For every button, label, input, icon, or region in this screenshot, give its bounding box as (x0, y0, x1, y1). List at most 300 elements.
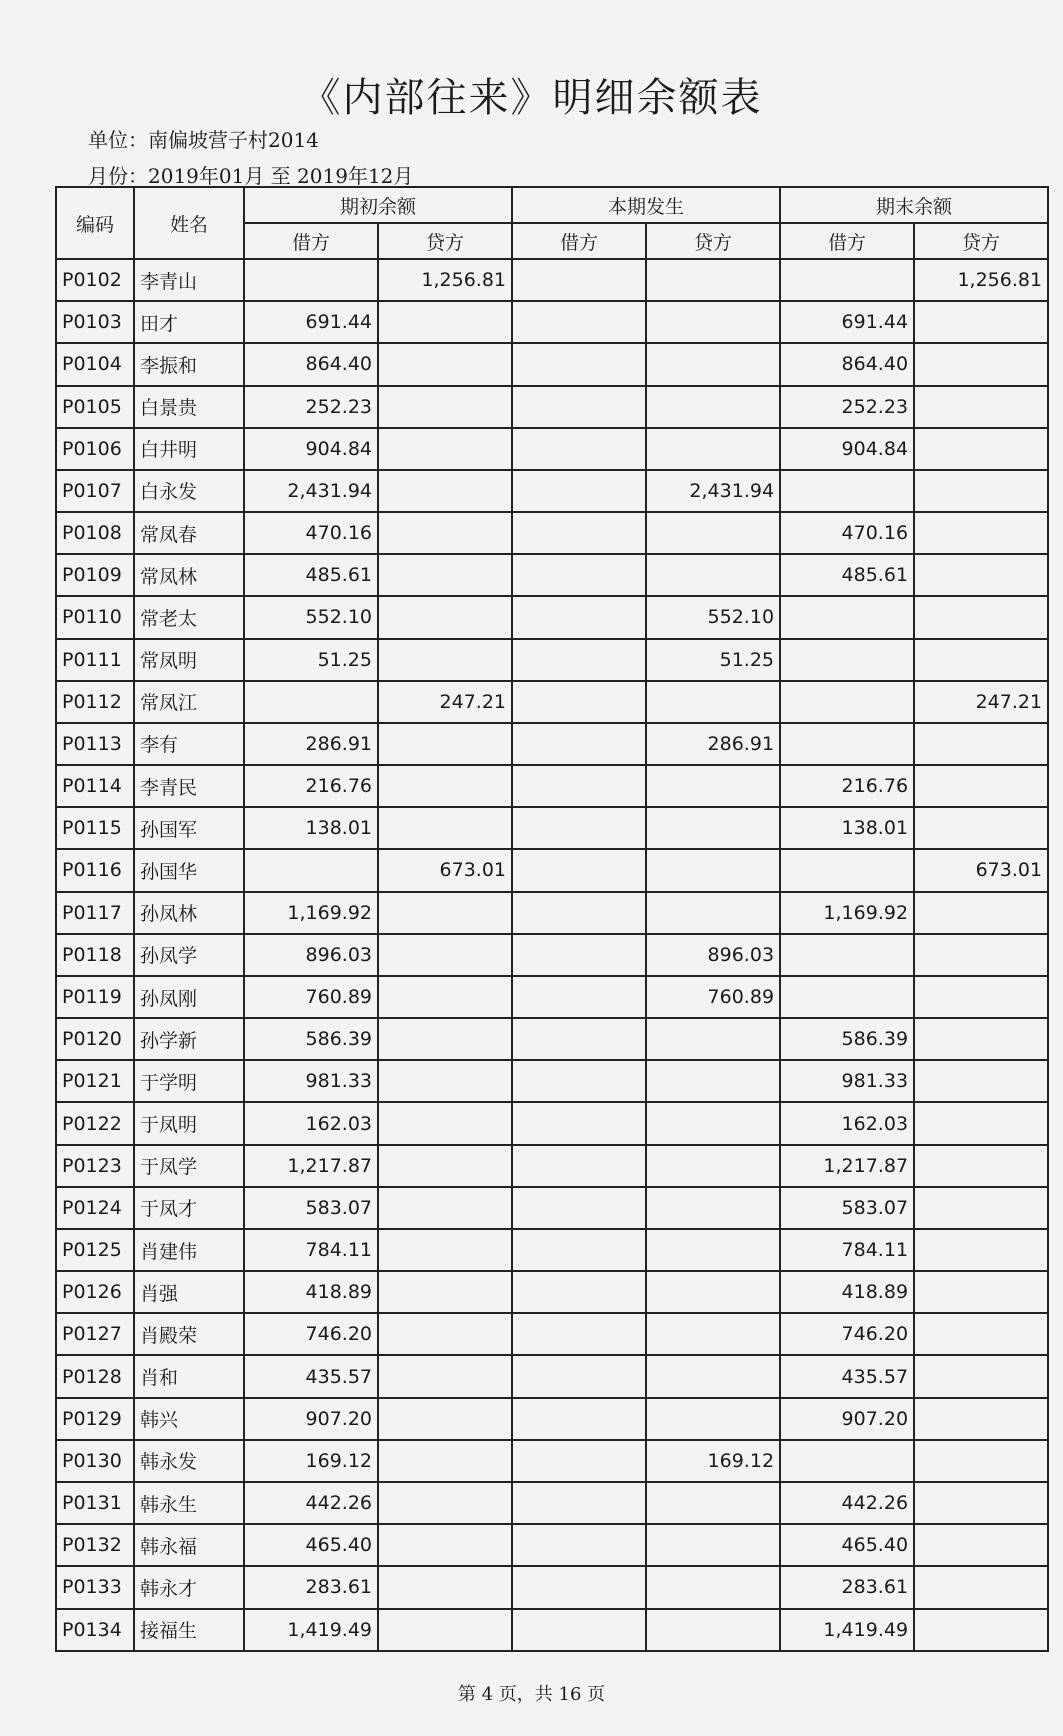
cell-name: 肖殿荣 (134, 1313, 244, 1355)
cell-code: P0114 (56, 765, 134, 807)
cell-current-credit (646, 301, 780, 343)
cell-closing-credit: 247.21 (914, 681, 1048, 723)
cell-opening-credit (378, 596, 512, 638)
cell-closing-debit (780, 723, 914, 765)
cell-closing-credit: 1,256.81 (914, 259, 1048, 301)
cell-current-credit (646, 1398, 780, 1440)
cell-opening-debit: 552.10 (244, 596, 378, 638)
table-row (56, 1018, 1048, 1060)
cell-opening-credit (378, 976, 512, 1018)
cell-current-debit (512, 1018, 646, 1060)
table-row (56, 512, 1048, 554)
table-row (56, 723, 1048, 765)
cell-opening-credit (378, 512, 512, 554)
cell-code: P0106 (56, 428, 134, 470)
cell-name: 李青民 (134, 765, 244, 807)
cell-current-credit: 51.25 (646, 639, 780, 681)
cell-current-debit (512, 1187, 646, 1229)
table-row (56, 1566, 1048, 1608)
cell-opening-debit: 51.25 (244, 639, 378, 681)
cell-closing-debit (780, 1440, 914, 1482)
cell-code: P0112 (56, 681, 134, 723)
cell-code: P0111 (56, 639, 134, 681)
cell-code: P0127 (56, 1313, 134, 1355)
cell-opening-debit: 586.39 (244, 1018, 378, 1060)
table-row (56, 807, 1048, 849)
cell-current-credit (646, 892, 780, 934)
header-closing-debit: 借方 (780, 223, 914, 259)
cell-closing-credit (914, 976, 1048, 1018)
cell-closing-debit: 583.07 (780, 1187, 914, 1229)
cell-closing-debit: 1,217.87 (780, 1145, 914, 1187)
table-row (56, 1145, 1048, 1187)
cell-code: P0132 (56, 1524, 134, 1566)
cell-closing-debit: 1,419.49 (780, 1609, 914, 1652)
cell-closing-debit: 981.33 (780, 1060, 914, 1102)
cell-closing-credit (914, 1566, 1048, 1608)
cell-current-credit: 760.89 (646, 976, 780, 1018)
cell-closing-debit: 1,169.92 (780, 892, 914, 934)
table-row (56, 765, 1048, 807)
cell-opening-credit (378, 428, 512, 470)
cell-opening-credit (378, 1524, 512, 1566)
header-current-credit: 贷方 (646, 223, 780, 259)
cell-closing-credit (914, 807, 1048, 849)
cell-current-debit (512, 512, 646, 554)
cell-current-debit (512, 1271, 646, 1313)
cell-closing-credit (914, 1482, 1048, 1524)
header-opening-debit: 借方 (244, 223, 378, 259)
header-closing-credit: 贷方 (914, 223, 1048, 259)
table-row (56, 386, 1048, 428)
cell-current-credit (646, 1018, 780, 1060)
cell-current-credit (646, 554, 780, 596)
header-name: 姓名 (134, 187, 244, 259)
cell-closing-credit (914, 470, 1048, 512)
cell-current-credit (646, 1355, 780, 1397)
cell-closing-credit (914, 512, 1048, 554)
cell-closing-credit (914, 934, 1048, 976)
cell-opening-credit (378, 1271, 512, 1313)
cell-closing-credit (914, 1440, 1048, 1482)
cell-code: P0103 (56, 301, 134, 343)
cell-opening-debit: 691.44 (244, 301, 378, 343)
table-row (56, 1440, 1048, 1482)
cell-closing-credit (914, 1060, 1048, 1102)
cell-current-debit (512, 976, 646, 1018)
cell-opening-debit: 746.20 (244, 1313, 378, 1355)
cell-current-debit (512, 301, 646, 343)
cell-opening-credit (378, 1482, 512, 1524)
cell-opening-credit (378, 807, 512, 849)
cell-closing-credit (914, 1524, 1048, 1566)
balance-table (55, 186, 1049, 1652)
cell-opening-debit: 907.20 (244, 1398, 378, 1440)
cell-name: 于学明 (134, 1060, 244, 1102)
cell-current-credit: 552.10 (646, 596, 780, 638)
table-row (56, 301, 1048, 343)
cell-name: 接福生 (134, 1609, 244, 1652)
cell-name: 孙凤林 (134, 892, 244, 934)
cell-closing-credit (914, 892, 1048, 934)
cell-closing-credit (914, 1187, 1048, 1229)
cell-opening-debit: 435.57 (244, 1355, 378, 1397)
cell-opening-debit (244, 849, 378, 891)
cell-closing-credit (914, 386, 1048, 428)
cell-code: P0134 (56, 1609, 134, 1652)
cell-code: P0117 (56, 892, 134, 934)
cell-opening-credit: 1,256.81 (378, 259, 512, 301)
cell-current-debit (512, 343, 646, 385)
cell-closing-debit (780, 934, 914, 976)
cell-current-credit: 2,431.94 (646, 470, 780, 512)
cell-current-debit (512, 470, 646, 512)
cell-opening-debit: 283.61 (244, 1566, 378, 1608)
cell-code: P0104 (56, 343, 134, 385)
cell-current-debit (512, 723, 646, 765)
cell-opening-credit (378, 934, 512, 976)
cell-code: P0105 (56, 386, 134, 428)
cell-closing-debit: 138.01 (780, 807, 914, 849)
cell-name: 韩永生 (134, 1482, 244, 1524)
header-current: 本期发生 (512, 187, 780, 223)
cell-current-debit (512, 807, 646, 849)
cell-closing-debit: 418.89 (780, 1271, 914, 1313)
cell-current-debit (512, 892, 646, 934)
table-row (56, 554, 1048, 596)
cell-code: P0110 (56, 596, 134, 638)
cell-opening-credit (378, 1313, 512, 1355)
cell-current-credit (646, 1271, 780, 1313)
cell-code: P0116 (56, 849, 134, 891)
cell-closing-credit (914, 723, 1048, 765)
cell-name: 孙凤学 (134, 934, 244, 976)
cell-name: 孙凤刚 (134, 976, 244, 1018)
cell-code: P0124 (56, 1187, 134, 1229)
cell-current-debit (512, 1482, 646, 1524)
cell-closing-credit (914, 1609, 1048, 1652)
cell-code: P0102 (56, 259, 134, 301)
cell-closing-credit (914, 1145, 1048, 1187)
table-row (56, 1229, 1048, 1271)
cell-opening-debit: 864.40 (244, 343, 378, 385)
table-row (56, 343, 1048, 385)
cell-opening-credit (378, 1566, 512, 1608)
cell-opening-debit: 1,419.49 (244, 1609, 378, 1652)
table-row (56, 1187, 1048, 1229)
cell-current-debit (512, 765, 646, 807)
cell-closing-debit: 162.03 (780, 1102, 914, 1144)
cell-current-credit (646, 1482, 780, 1524)
cell-closing-debit (780, 681, 914, 723)
cell-opening-credit (378, 1060, 512, 1102)
cell-name: 李振和 (134, 343, 244, 385)
cell-current-credit (646, 1145, 780, 1187)
cell-current-credit (646, 1102, 780, 1144)
cell-opening-debit: 981.33 (244, 1060, 378, 1102)
cell-name: 田才 (134, 301, 244, 343)
cell-name: 常凤江 (134, 681, 244, 723)
cell-opening-debit (244, 681, 378, 723)
cell-current-debit (512, 1398, 646, 1440)
cell-name: 孙学新 (134, 1018, 244, 1060)
cell-opening-credit (378, 386, 512, 428)
table-row (56, 1060, 1048, 1102)
cell-name: 孙国军 (134, 807, 244, 849)
table-row (56, 1398, 1048, 1440)
cell-current-debit (512, 1355, 646, 1397)
cell-code: P0122 (56, 1102, 134, 1144)
cell-closing-credit (914, 639, 1048, 681)
cell-name: 肖强 (134, 1271, 244, 1313)
cell-closing-credit (914, 554, 1048, 596)
cell-closing-debit: 586.39 (780, 1018, 914, 1060)
cell-opening-debit: 896.03 (244, 934, 378, 976)
cell-current-debit (512, 1566, 646, 1608)
cell-current-debit (512, 1609, 646, 1652)
cell-opening-credit (378, 1229, 512, 1271)
cell-current-debit (512, 934, 646, 976)
cell-opening-credit (378, 1018, 512, 1060)
cell-closing-debit: 216.76 (780, 765, 914, 807)
cell-current-credit (646, 1566, 780, 1608)
cell-code: P0129 (56, 1398, 134, 1440)
cell-opening-debit: 286.91 (244, 723, 378, 765)
cell-name: 孙国华 (134, 849, 244, 891)
cell-name: 常老太 (134, 596, 244, 638)
table-row (56, 681, 1048, 723)
cell-closing-credit (914, 1313, 1048, 1355)
cell-current-debit (512, 639, 646, 681)
cell-closing-debit: 465.40 (780, 1524, 914, 1566)
cell-name: 于凤才 (134, 1187, 244, 1229)
cell-code: P0118 (56, 934, 134, 976)
cell-opening-debit: 162.03 (244, 1102, 378, 1144)
cell-opening-debit: 784.11 (244, 1229, 378, 1271)
cell-closing-debit: 435.57 (780, 1355, 914, 1397)
table-row (56, 596, 1048, 638)
cell-opening-debit: 1,169.92 (244, 892, 378, 934)
cell-closing-debit (780, 259, 914, 301)
cell-closing-credit: 673.01 (914, 849, 1048, 891)
cell-closing-debit (780, 849, 914, 891)
cell-current-debit (512, 1060, 646, 1102)
cell-current-credit (646, 681, 780, 723)
table-row (56, 849, 1048, 891)
cell-name: 白景贵 (134, 386, 244, 428)
page-footer: 第 4 页，共 16 页 (457, 1684, 606, 1705)
cell-code: P0128 (56, 1355, 134, 1397)
cell-current-credit: 286.91 (646, 723, 780, 765)
cell-opening-credit: 673.01 (378, 849, 512, 891)
cell-current-credit: 896.03 (646, 934, 780, 976)
cell-closing-debit: 904.84 (780, 428, 914, 470)
cell-code: P0131 (56, 1482, 134, 1524)
cell-name: 于凤明 (134, 1102, 244, 1144)
cell-closing-credit (914, 765, 1048, 807)
table-row (56, 934, 1048, 976)
cell-name: 白井明 (134, 428, 244, 470)
cell-code: P0130 (56, 1440, 134, 1482)
cell-code: P0125 (56, 1229, 134, 1271)
cell-current-credit (646, 512, 780, 554)
cell-current-credit (646, 386, 780, 428)
cell-closing-credit (914, 1398, 1048, 1440)
cell-closing-debit: 470.16 (780, 512, 914, 554)
header-current-debit: 借方 (512, 223, 646, 259)
table-row (56, 1102, 1048, 1144)
cell-opening-credit (378, 1440, 512, 1482)
cell-current-credit (646, 259, 780, 301)
table-row (56, 1609, 1048, 1652)
cell-opening-credit (378, 301, 512, 343)
header-closing: 期末余额 (780, 187, 1048, 223)
cell-current-credit (646, 807, 780, 849)
cell-current-credit: 169.12 (646, 1440, 780, 1482)
cell-current-credit (646, 428, 780, 470)
cell-closing-credit (914, 301, 1048, 343)
cell-current-credit (646, 1229, 780, 1271)
cell-name: 肖建伟 (134, 1229, 244, 1271)
cell-current-credit (646, 1609, 780, 1652)
cell-current-credit (646, 343, 780, 385)
cell-current-debit (512, 1440, 646, 1482)
cell-opening-debit (244, 259, 378, 301)
cell-code: P0121 (56, 1060, 134, 1102)
cell-name: 韩永发 (134, 1440, 244, 1482)
cell-code: P0126 (56, 1271, 134, 1313)
table-body (56, 259, 1048, 1651)
cell-opening-credit (378, 1145, 512, 1187)
cell-name: 常凤林 (134, 554, 244, 596)
cell-opening-credit (378, 723, 512, 765)
cell-name: 常凤明 (134, 639, 244, 681)
cell-closing-debit (780, 976, 914, 1018)
header-opening-credit: 贷方 (378, 223, 512, 259)
cell-opening-debit: 904.84 (244, 428, 378, 470)
cell-opening-credit (378, 343, 512, 385)
cell-closing-debit: 864.40 (780, 343, 914, 385)
cell-opening-credit (378, 1355, 512, 1397)
cell-opening-credit (378, 765, 512, 807)
cell-code: P0119 (56, 976, 134, 1018)
cell-current-credit (646, 1313, 780, 1355)
table-row (56, 892, 1048, 934)
cell-current-credit (646, 765, 780, 807)
cell-name: 韩永福 (134, 1524, 244, 1566)
cell-closing-credit (914, 1229, 1048, 1271)
cell-opening-credit (378, 1609, 512, 1652)
cell-name: 韩兴 (134, 1398, 244, 1440)
cell-name: 李青山 (134, 259, 244, 301)
cell-current-credit (646, 1187, 780, 1229)
table-row (56, 1482, 1048, 1524)
cell-current-debit (512, 849, 646, 891)
cell-closing-credit (914, 596, 1048, 638)
cell-opening-debit: 583.07 (244, 1187, 378, 1229)
cell-code: P0113 (56, 723, 134, 765)
cell-name: 常凤春 (134, 512, 244, 554)
cell-opening-debit: 1,217.87 (244, 1145, 378, 1187)
header-code: 编码 (56, 187, 134, 259)
header-opening: 期初余额 (244, 187, 512, 223)
cell-code: P0123 (56, 1145, 134, 1187)
cell-opening-debit: 442.26 (244, 1482, 378, 1524)
cell-current-debit (512, 681, 646, 723)
cell-closing-debit: 784.11 (780, 1229, 914, 1271)
cell-closing-debit: 252.23 (780, 386, 914, 428)
table-row (56, 1524, 1048, 1566)
cell-code: P0120 (56, 1018, 134, 1060)
cell-closing-debit: 485.61 (780, 554, 914, 596)
cell-opening-credit (378, 639, 512, 681)
cell-current-debit (512, 1313, 646, 1355)
cell-opening-debit: 252.23 (244, 386, 378, 428)
cell-opening-credit (378, 554, 512, 596)
cell-closing-debit (780, 470, 914, 512)
cell-name: 于凤学 (134, 1145, 244, 1187)
cell-current-debit (512, 386, 646, 428)
cell-closing-debit: 442.26 (780, 1482, 914, 1524)
cell-closing-debit: 746.20 (780, 1313, 914, 1355)
cell-opening-debit: 2,431.94 (244, 470, 378, 512)
cell-opening-debit: 418.89 (244, 1271, 378, 1313)
cell-closing-credit (914, 1355, 1048, 1397)
cell-code: P0109 (56, 554, 134, 596)
cell-opening-credit: 247.21 (378, 681, 512, 723)
cell-current-debit (512, 1229, 646, 1271)
table-row (56, 976, 1048, 1018)
cell-current-debit (512, 259, 646, 301)
cell-closing-credit (914, 1271, 1048, 1313)
page-title: 《内部往来》明细余额表 (300, 75, 763, 121)
table-row (56, 1355, 1048, 1397)
cell-opening-credit (378, 1102, 512, 1144)
cell-current-credit (646, 1524, 780, 1566)
cell-closing-credit (914, 428, 1048, 470)
cell-name: 李有 (134, 723, 244, 765)
table-row (56, 639, 1048, 681)
table-row (56, 259, 1048, 301)
cell-name: 白永发 (134, 470, 244, 512)
cell-opening-credit (378, 892, 512, 934)
cell-opening-debit: 470.16 (244, 512, 378, 554)
cell-opening-debit: 465.40 (244, 1524, 378, 1566)
cell-opening-debit: 138.01 (244, 807, 378, 849)
table-row (56, 1271, 1048, 1313)
table-row (56, 470, 1048, 512)
cell-closing-debit (780, 639, 914, 681)
cell-closing-debit: 283.61 (780, 1566, 914, 1608)
cell-current-debit (512, 1102, 646, 1144)
cell-current-debit (512, 1145, 646, 1187)
cell-opening-debit: 485.61 (244, 554, 378, 596)
cell-closing-credit (914, 343, 1048, 385)
cell-opening-debit: 760.89 (244, 976, 378, 1018)
cell-current-debit (512, 596, 646, 638)
cell-code: P0115 (56, 807, 134, 849)
cell-name: 肖和 (134, 1355, 244, 1397)
cell-opening-credit (378, 1187, 512, 1229)
cell-code: P0107 (56, 470, 134, 512)
table-row (56, 1313, 1048, 1355)
cell-current-debit (512, 554, 646, 596)
cell-opening-credit (378, 1398, 512, 1440)
cell-closing-credit (914, 1102, 1048, 1144)
cell-closing-debit (780, 596, 914, 638)
cell-opening-debit: 216.76 (244, 765, 378, 807)
cell-closing-debit: 907.20 (780, 1398, 914, 1440)
